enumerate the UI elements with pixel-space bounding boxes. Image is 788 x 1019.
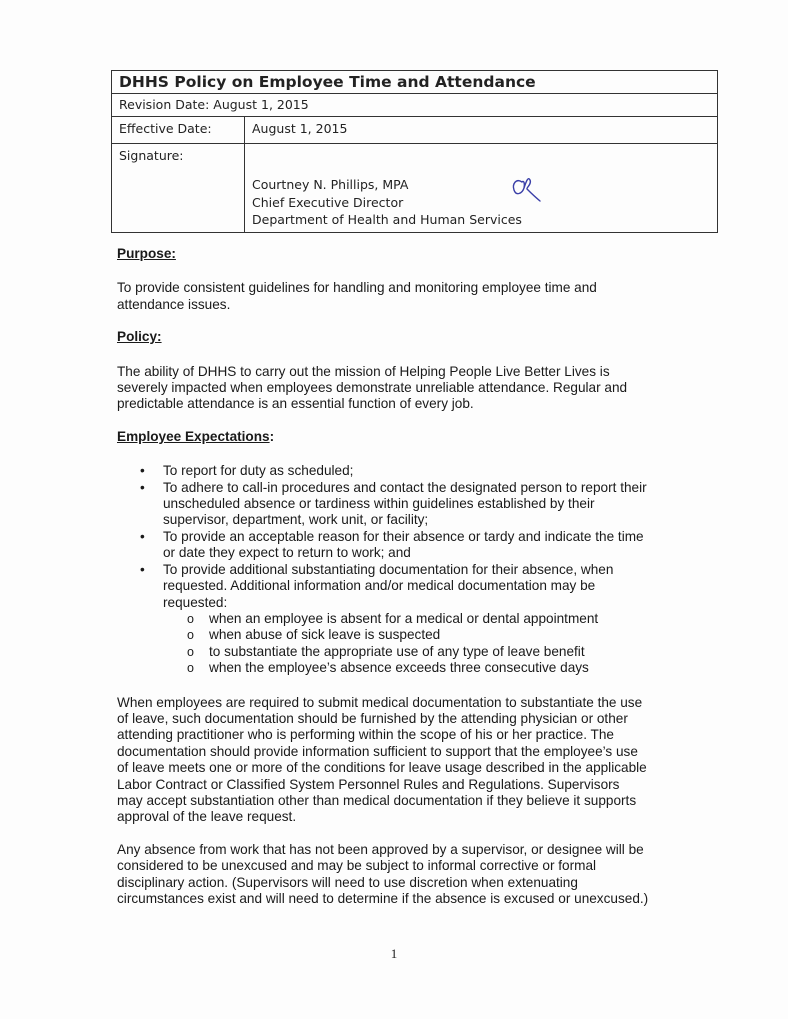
handwritten-signature-initials xyxy=(510,174,544,204)
list-item: • To provide additional substantiating documentation for their absence, when requested. Additional information and/or medical documentation may be requested: o when an employee is absent for a medical or dental appointment o when abuse of sick leave is suspected o to substantiate the appropriate use of any type of leave benefit o when the employee’s absence exceeds three consecutive days xyxy=(163,562,677,677)
sub-list-item: o when an employee is absent for a medical or dental appointment xyxy=(209,611,677,627)
signer-title: Chief Executive Director xyxy=(252,194,404,210)
list-item: • To provide an acceptable reason for their absence or tardy and indicate the time or date they expect to return to work; and xyxy=(163,529,677,562)
sub-list-item: o to substantiate the appropriate use of any type of leave benefit xyxy=(209,644,677,660)
purpose-text: To provide consistent guidelines for handling and monitoring employee time and attendance issues. xyxy=(117,280,597,312)
policy-title: DHHS Policy on Employee Time and Attendance xyxy=(112,71,718,94)
policy-body xyxy=(117,246,677,907)
signature-block xyxy=(245,144,718,233)
effective-date-value: August 1, 2015 xyxy=(245,117,718,144)
revision-date: Revision Date: August 1, 2015 xyxy=(112,94,718,117)
list-item: • To report for duty as scheduled; xyxy=(163,463,677,479)
documentation-sub-list xyxy=(163,611,677,677)
signer-department: Department of Health and Human Services xyxy=(252,212,522,227)
effective-date-label: Effective Date: xyxy=(112,117,245,144)
signature-label: Signature: xyxy=(112,144,245,233)
policy-header-table xyxy=(111,70,718,233)
sub-list-item: o when the employee’s absence exceeds three consecutive days xyxy=(209,660,677,676)
unexcused-absence-paragraph: Any absence from work that has not been approved by a supervisor, or designee will be considered to be unexcused and may be subject to informal corrective or formal disciplinary action. (Supervisors will need to use discretion when extenuating circumstances exist and will need to determine if the absence is excused or unexcused.) xyxy=(117,841,649,906)
signer-name: Courtney N. Phillips, MPA xyxy=(252,177,409,192)
purpose-heading: Purpose: xyxy=(117,246,176,261)
expectations-list xyxy=(117,463,677,676)
policy-text: The ability of DHHS to carry out the mission of Helping People Live Better Lives is severely impacted when employees demonstrate unreliable attendance. Regular and predictable attendance is an essential function of every job. xyxy=(117,363,628,412)
list-item: • To adhere to call-in procedures and contact the designated person to report their unscheduled absence or tardiness within guidelines established by their supervisor, department, work unit, or facility; xyxy=(163,480,677,529)
page-number: 1 xyxy=(390,946,398,961)
employee-expectations-heading: Employee Expectations: xyxy=(117,428,275,444)
policy-heading: Policy: xyxy=(117,329,162,345)
sub-list-item: o when abuse of sick leave is suspected xyxy=(209,627,677,643)
documentation-paragraph: When employees are required to submit medical documentation to substantiate the use of leave, such documentation should be furnished by the attending physician or other attending practitioner who is performing within the scope of his or her practice. The documentation should provide information sufficient to support that the employee’s use of leave meets one or more of the conditions for leave usage described in the applicable Labor Contract or Classified System Personnel Rules and Regulations. Supervisors may accept substantiation other than medical documentation if they believe it supports approval of the leave request. xyxy=(117,694,647,825)
